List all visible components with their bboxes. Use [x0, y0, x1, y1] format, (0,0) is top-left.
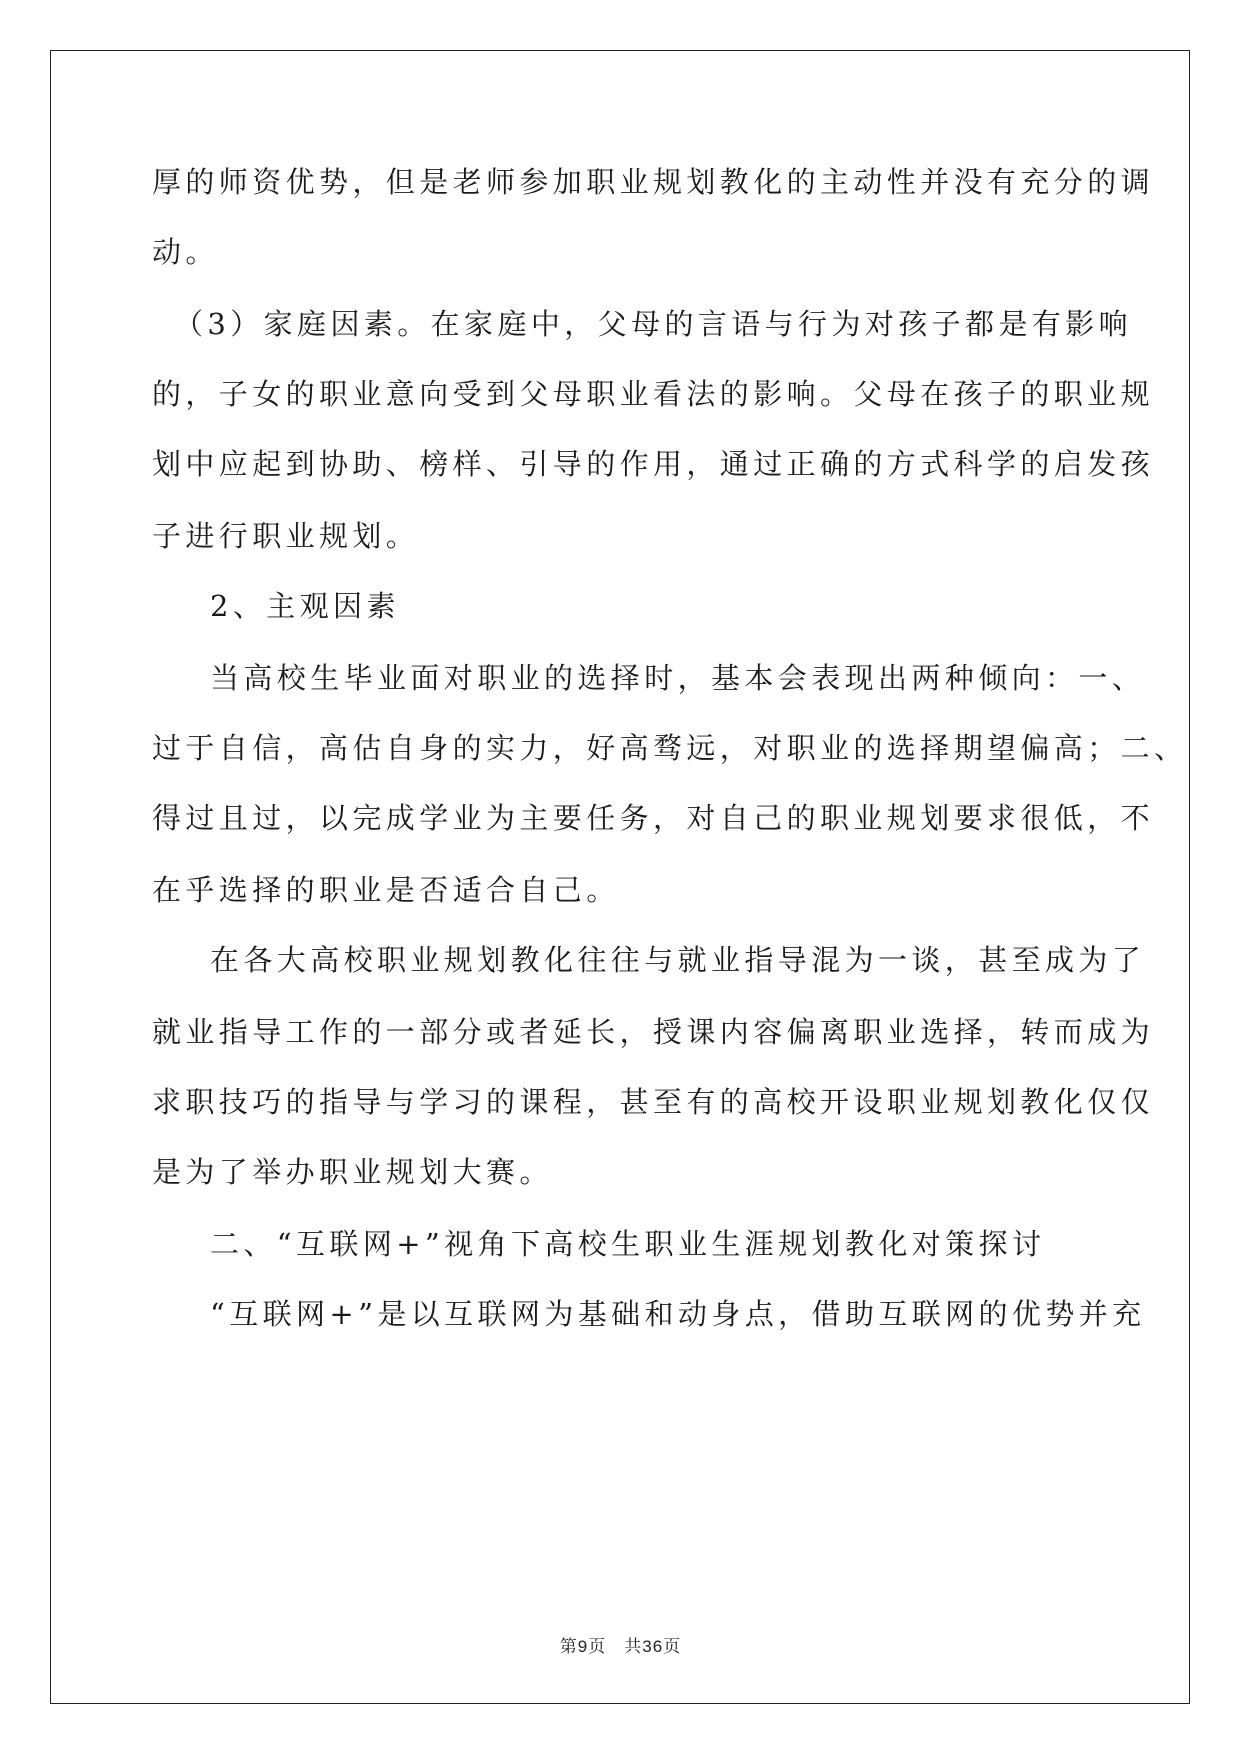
text-line: 划中应起到协助、榜样、引导的作用，通过正确的方式科学的启发孩	[152, 447, 1155, 481]
footer-page-prefix: 第	[559, 1637, 578, 1657]
footer-page-current: 9	[577, 1637, 589, 1656]
text-line: 在各大高校职业规划教化往往与就业指导混为一谈，甚至成为了	[210, 943, 1146, 977]
text-line: 当高校生毕业面对职业的选择时，基本会表现出两种倾向：一、	[210, 661, 1146, 695]
section-heading: 二、“互联网+”视角下高校生职业生涯规划教化对策探讨	[210, 1227, 1046, 1261]
text-line: 得过且过，以完成学业为主要任务，对自己的职业规划要求很低，不	[152, 801, 1155, 835]
text-line: 厚的师资优势，但是老师参加职业规划教化的主动性并没有充分的调	[152, 165, 1155, 199]
footer-page-mid: 页	[588, 1637, 607, 1657]
page-footer	[0, 1632, 1241, 1657]
text-line: 子进行职业规划。	[152, 519, 420, 553]
text-line: 过于自信，高估自身的实力，好高骛远，对职业的选择期望偏高；二、	[152, 731, 1188, 765]
text-line: 求职技巧的指导与学习的课程，甚至有的高校开设职业规划教化仅仅	[152, 1085, 1155, 1119]
text-line: （3）家庭因素。在家庭中，父母的言语与行为对孩子都是有影响	[174, 307, 1133, 341]
text-line: 在乎选择的职业是否适合自己。	[152, 873, 620, 907]
footer-total-suffix: 页	[663, 1637, 682, 1657]
text-line: 的，子女的职业意向受到父母职业看法的影响。父母在孩子的职业规	[152, 377, 1155, 411]
text-line: 就业指导工作的一部分或者延长，授课内容偏离职业选择，转而成为	[152, 1015, 1155, 1049]
section-heading: 2、主观因素	[210, 589, 400, 623]
text-line: 动。	[152, 235, 219, 269]
footer-total-prefix: 共	[624, 1637, 643, 1657]
text-line: 是为了举办职业规划大赛。	[152, 1155, 553, 1189]
footer-page-total: 36	[642, 1637, 664, 1656]
text-line: “互联网+”是以互联网为基础和动身点，借助互联网的优势并充	[210, 1297, 1146, 1331]
